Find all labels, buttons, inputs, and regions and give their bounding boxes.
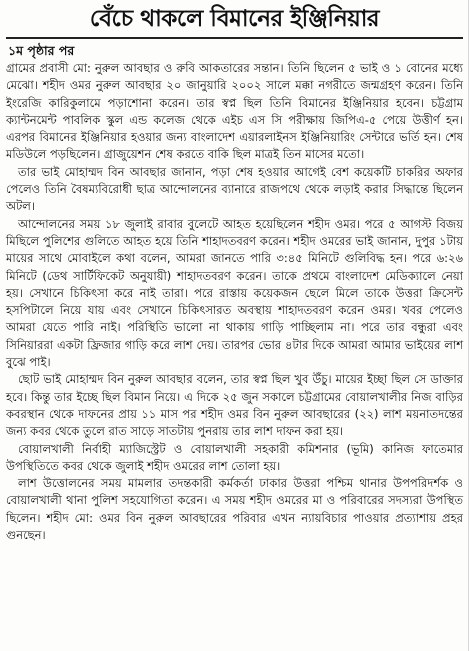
article-paragraph: বোয়ালখালী নির্বাহী ম্যাজিস্ট্রেট ও বোয়ালখালী সহকারী কমিশনার (ভূমি) কানিজ ফাতেমার উপস্থিতিতে কবর থেকে জুলাই শহীদ ওমরের লাশ তোলা হয়।	[6, 441, 463, 473]
headline: বেঁচে থাকলে বিমানের ইঞ্জিনিয়ার	[89, 6, 380, 32]
article-body	[6, 60, 463, 544]
article-paragraph: আন্দোলনের সময় ১৮ জুলাই রাবার বুলেটে আহত হয়েছিলেন শহীদ ওমর। পরে ৫ আগস্ট বিজয় মিছিলে পুলিশের গুলিতে আহত হয়ে তিনি শাহাদতবরণ করেন। শহীদ ওমরের ভাই জানান, দুপুর ১টায় মায়ের সাথে মোবাইলে কথা বলেন, আমরা জানতে পারি ৩:৪৫ মিনিটে গুলিবিদ্ধ হন। পরে ৬:২৬ মিনিটে (ডেথ সার্টিফিকেট অনুযায়ী) শাহাদতবরণ করেন। তাকে প্রথমে বাংলাদেশ মেডিক্যালে নেয়া হয়। সেখানে চিকিৎসা করে নাই তারা। পরে রাস্তায় কয়েকজন ছেলে মিলে তাকে উত্তরা ক্রিসেন্ট হসপিটালে নিয়ে যায় এবং সেখানে চিকিৎসারত অবস্থায় শাহাদতবরণ করেন ওমর। খবর পেলেও আমরা যেতে পারি নাই। পরিস্থিতি ভালো না থাকায় গাড়ি পাচ্ছিলাম না। পরে তার বন্ধুরা এবং সিনিয়াররা একটা ফ্রিজার গাড়ি করে লাশ দেয়। তারপর ভোর ৪টার দিকে আমরা আমার ভাইয়ের লাশ বুঝে পাই।	[6, 216, 463, 370]
article-paragraph: গ্রামের প্রবাসী মো: নুরুল আবছার ও রুবি আকতারের সন্তান। তিনি ছিলেন ৫ ভাই ও ১ বোনের মধ্যে মেঝো। শহীদ ওমর নুরুল আবছার ২০ জানুয়ারি ২০০২ সালে মক্কা নগরীতে জন্মগ্রহণ করেন। তিনি ইংরেজি কারিকুলামে পড়াশোনা করেন। তার স্বপ্ন ছিল তিনি বিমানের ইঞ্জিনিয়ার হবেন। চট্টগ্রাম ক্যান্টনমেন্ট পাবলিক স্কুল এন্ড কলেজ থেকে এইচ এস সি পরীক্ষায় জিপিএ-৫ পেয়ে উত্তীর্ণ হন। এরপর বিমানের ইঞ্জিনিয়ার হওয়ার জন্য বাংলাদেশ এয়ারলাইনস ইঞ্জিনিয়ারিং সেন্টারে ভর্তি হন। শেষ মডিউলে পড়ছিলেন। গ্রাজুয়েশন শেষ করতে বাকি ছিল মাত্রই তিন মাসের মতো।	[6, 61, 463, 162]
continued-from-label: ১ম পৃষ্ঠার পর	[8, 43, 75, 58]
article-paragraph: ছোট ভাই মোহাম্মদ বিন নুরুল আবছার বলেন, তার স্বপ্ন ছিল খুব উঁচু। মায়ের ইচ্ছা ছিল সে ডাক্তার হবে। কিন্তু তার ইচ্ছে ছিল বিমান নিয়ে। এ দিকে ২৫ জুন সকালে চট্টগ্রামের বোয়ালখালীর নিজ বাড়ির কবরস্থান থেকে দাফনের প্রায় ১১ মাস পর শহীদ ওমর বিন নুরুল আবছারের (২২) লাশ ময়নাতদন্তের জন্য কবর থেকে তুলে রাত সাড়ে সাতটায় পুনরায় তার লাশ দাফন করা হয়।	[6, 372, 463, 439]
headline-divider	[6, 37, 463, 39]
article-paragraph: তার ভাই মোহাম্মদ বিন আবছার জানান, পড়া শেষ হওয়ার আগেই বেশ কয়েকটি চাকরির অফার পেলেও তিনি বৈষম্যবিরোধী ছাত্র আন্দোলনের ব্যানারে রাজপথে থেকে লড়াই করার সিদ্ধান্তে ছিলেন অটল।	[6, 164, 463, 214]
article-paragraph: লাশ উত্তোলনের সময় মামলার তদন্তকারী কর্মকর্তা ঢাকার উত্তরা পশ্চিম থানার উপপরিদর্শক ও বোয়ালখালী থানা পুলিশ সহযোগিতা করেন। এ সময় শহীদ ওমরের মা ও পরিবারের সদস্যরা উপস্থিত ছিলেন। শহীদ মো: ওমর বিন নুরুল আবছারের পরিবার এখন ন্যায়বিচার পাওয়ার প্রত্যাশায় প্রহর গুনছেন।	[6, 476, 463, 543]
